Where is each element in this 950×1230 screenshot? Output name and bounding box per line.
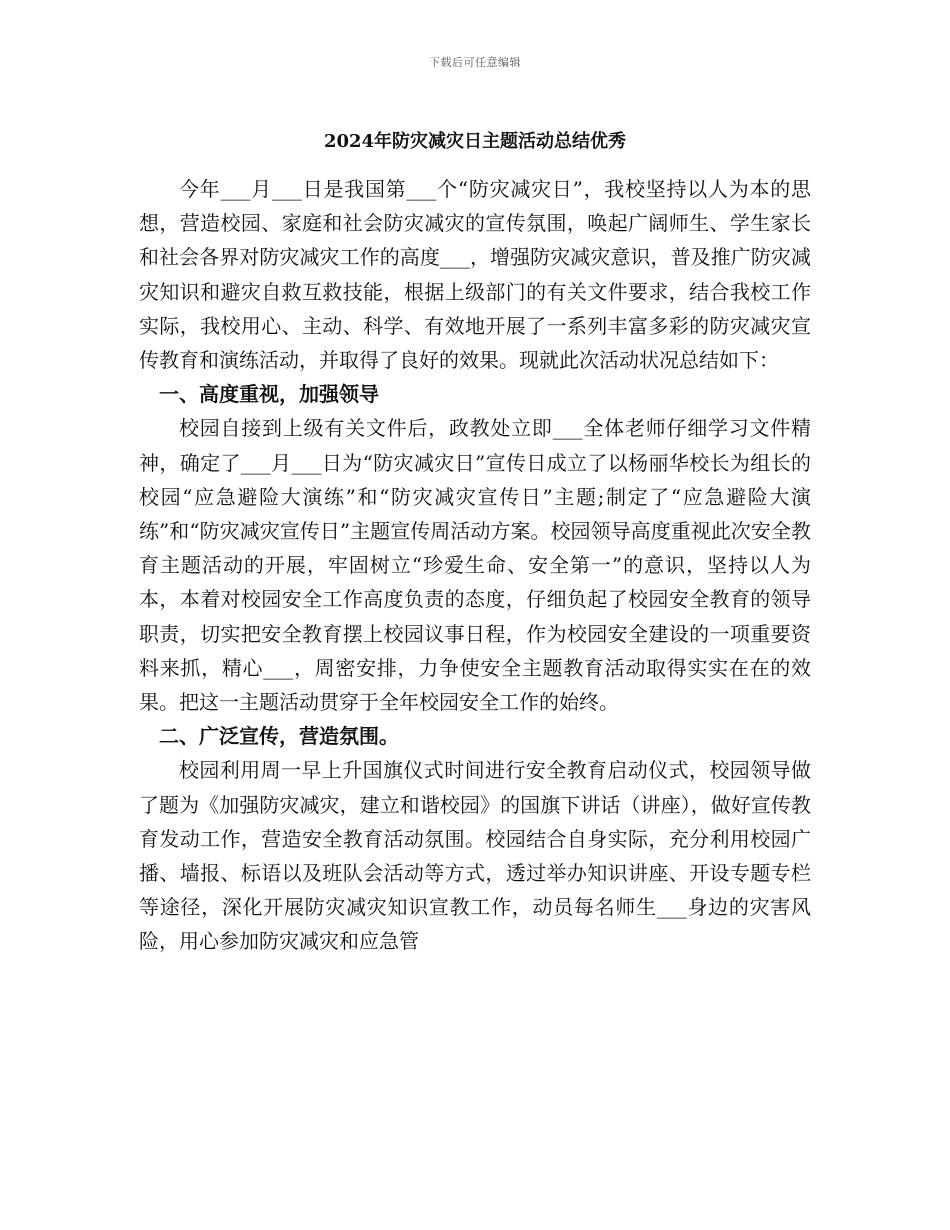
section-body-1: 校园自接到上级有关文件后，政教处立即___全体老师仔细学习文件精神，确定了___月___日为“防灾减灾日”宣传日成立了以杨丽华校长为组长的校园“应急避险大演练”和“防灾减灾宣传日”主题;制定了“应急避险大演练”和“防灾减灾宣传日”主题宣传周活动方案。校园领导高度重视此次安全教育主题活动的开展，牢固树立“珍爱生命、安全第一”的意识，坚持以人为本，本着对校园安全工作高度负责的态度，仔细负起了校园安全教育的领导职责，切实把安全教育摆上校园议事日程，作为校园安全建设的一项重要资料来抓，精心___，周密安排，力争使安全主题教育活动取得实实在在的效果。把这一主题活动贯穿于全年校园安全工作的始终。 (139, 416, 811, 715)
document-body (139, 172, 811, 959)
page-header-note: 下载后可任意编辑 (429, 56, 521, 69)
document-title: 2024年防灾减灾日主题活动总结优秀 (323, 131, 627, 152)
section-heading-2: 二、广泛宣传，营造氛围。 (159, 724, 399, 749)
section-heading-1: 一、高度重视，加强领导 (159, 382, 379, 407)
section-body-2: 校园利用周一早上升国旗仪式时间进行安全教育启动仪式，校园领导做了题为《加强防灾减灾，建立和谐校园》的国旗下讲话（讲座），做好宣传教育发动工作，营造安全教育活动氛围。校园结合自身实际，充分利用校园广播、墙报、标语以及班队会活动等方式，透过举办知识讲座、开设专题专栏等途径，深化开展防灾减灾知识宣教工作，动员每名师生___身边的灾害风险，用心参加防灾减灾和应急管 (139, 758, 811, 954)
intro-paragraph: 今年___月___日是我国第___个“防灾减灾日”，我校坚持以人为本的思想，营造校园、家庭和社会防灾减灾的宣传氛围，唤起广阔师生、学生家长和社会各界对防灾减灾工作的高度___，增强防灾减灾意识，普及推广防灾减灾知识和避灾自救互救技能，根据上级部门的有关文件要求，结合我校工作实际，我校用心、主动、科学、有效地开展了一系列丰富多彩的防灾减灾宣传教育和演练活动，并取得了良好的效果。现就此次活动状况总结如下： (139, 177, 811, 373)
